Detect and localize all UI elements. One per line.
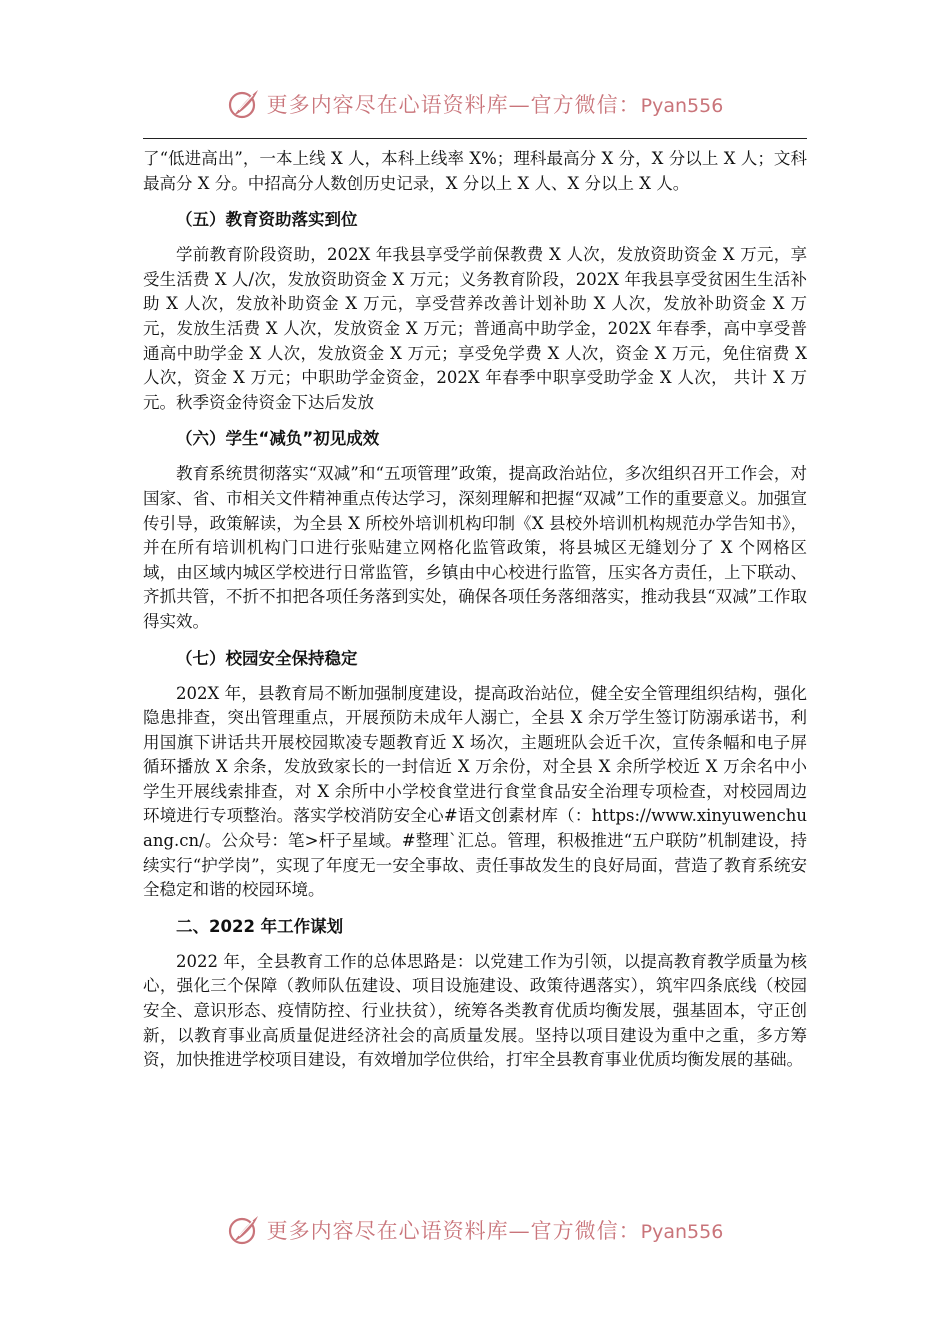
- intro-paragraph: 了“低进高出”，一本上线 X 人，本科上线率 X%；理科最高分 X 分，X 分以上 X 人；文科最高分 X 分。中招高分人数创历史记录，X 分以上 X 人、X 分以上 X 人。: [143, 149, 807, 193]
- section-heading-5: （五）教育资助落实到位: [176, 210, 358, 230]
- feather-pen-logo-icon: [227, 1213, 261, 1247]
- header-rule: [143, 138, 807, 139]
- banner-text: 更多内容尽在心语资料库—官方微信：Pyan556: [266, 93, 724, 117]
- section-paragraph-5: 学前教育阶段资助，202X 年我县享受学前保教费 X 人次，发放资助资金 X 万元，享受生活费 X 人/次，发放资助资金 X 万元；义务教育阶段，202X 年我县享受贫困生生活补助 X 人次，发放补助资金 X 万元，享受营养改善计划补助 X 人次，发放补助资金 X 万元，发放生活费 X 人次，发放资金 X 万元；普通高中助学金，202X 年春季，高中享受普通高中助学金 X 人次，发放资金 X 万元；享受免学费 X 人次，资金 X 万元，免住宿费 X 人次，资金 X 万元；中职助学金资金，202X 年春季中职享受助学金 X 人次， 共计 X 万元。秋季资金待资金下达后发放: [143, 245, 807, 412]
- feather-pen-logo-icon: [227, 87, 261, 121]
- section-paragraph-2022-plan: 2022 年，全县教育工作的总体思路是：以党建工作为引领，以提高教育教学质量为核心，强化三个保障（教师队伍建设、项目设施建设、政策待遇落实），筑牢四条底线（校园安全、意识形态、疫情防控、行业扶贫），统筹各类教育优质均衡发展，强基固本，守正创新，以教育事业高质量促进经济社会的高质量发展。坚持以项目建设为重中之重，多方筹资，加快推进学校项目建设，有效增加学位供给，打牢全县教育事业优质均衡发展的基础。: [143, 951, 807, 1070]
- section-heading-7: （七）校园安全保持稳定: [176, 648, 358, 668]
- document-body: [143, 147, 807, 1073]
- section-paragraph-7: 202X 年，县教育局不断加强制度建设，提高政治站位，健全安全管理组织结构，强化隐患排查，突出管理重点，开展预防未成年人溺亡，全县 X 余万学生签订防溺承诺书，利用国旗下讲话共开展校园欺凌专题教育近 X 场次，主题班队会近千次，宣传条幅和电子屏循环播放 X 余条，发放致家长的一封信近 X 万余份，对全县 X 余所学校近 X 万余名中小学生开展线索排查，对 X 余所中小学校食堂进行食堂食品安全治理专项检查，对校园周边环境进行专项整治。落实学校消防安全心#语文创素材库（：https://www.xinyuwenchuang.cn/。公众号：笔>杆子星域。#整理`汇总。管理，积极推进“五户联防”机制建设，持续实行“护学岗”，实现了年度无一安全事故、责任事故发生的良好局面，营造了教育系统安全稳定和谐的校园环境。: [143, 683, 807, 900]
- footer-banner: [0, 1210, 950, 1250]
- section-heading-6: （六）学生“减负”初见成效: [176, 429, 380, 449]
- banner-text: 更多内容尽在心语资料库—官方微信：Pyan556: [266, 1219, 724, 1243]
- section-heading-2022-plan: 二、2022 年工作谋划: [176, 916, 344, 936]
- section-paragraph-6: 教育系统贯彻落实“双减”和“五项管理”政策，提高政治站位，多次组织召开工作会，对国家、省、市相关文件精神重点传达学习，深刻理解和把握“双减”工作的重要意义。加强宣传引导，政策解读，为全县 X 所校外培训机构印制《X 县校外培训机构规范办学告知书》，并在所有培训机构门口进行张贴建立网格化监管政策，将县城区无缝划分了 X 个网格区域，由区域内城区学校进行日常监管，乡镇由中心校进行监管，压实各方责任，上下联动、齐抓共管，不折不扣把各项任务落到实处，确保各项任务落细落实，推动我县“双减”工作取得实效。: [143, 464, 807, 631]
- header-banner: [0, 84, 950, 124]
